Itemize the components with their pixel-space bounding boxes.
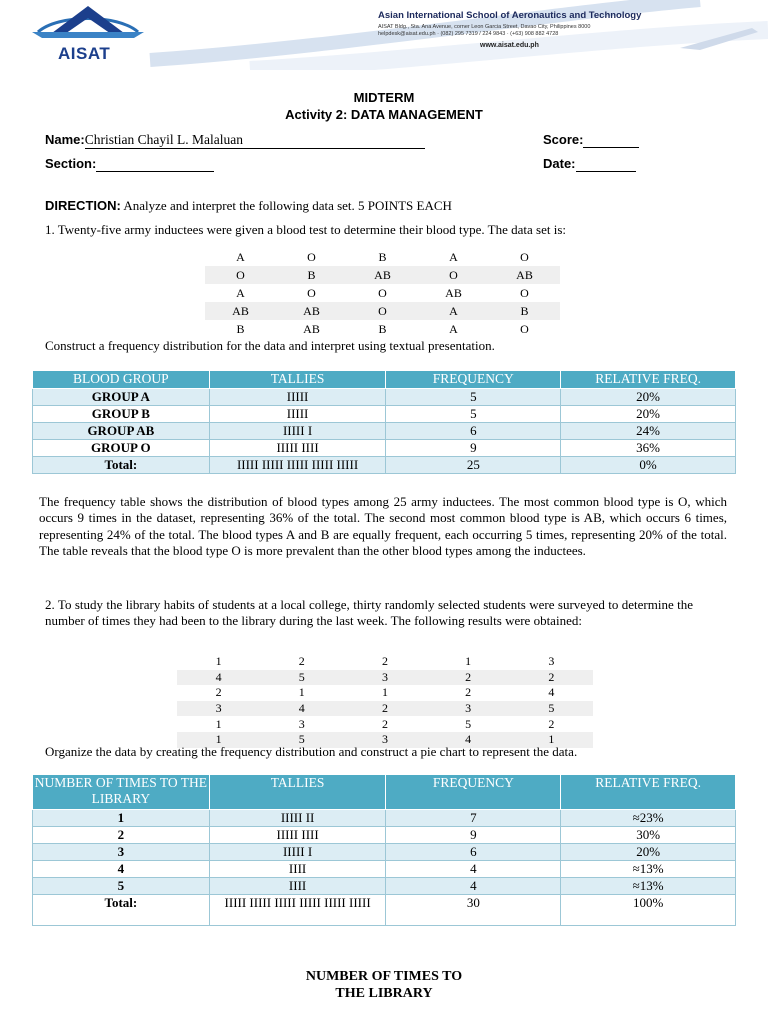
q2-data-cell: 5 [260, 732, 343, 748]
table-row [33, 878, 736, 895]
q2-data-cell: 3 [427, 701, 510, 717]
q2-data-cell: 2 [343, 701, 426, 717]
score-blank [583, 132, 639, 148]
q1-cell: GROUP O [33, 440, 210, 457]
q2-cell: 4 [386, 878, 561, 895]
section-field [45, 156, 214, 172]
q2-cell: IIIII II [209, 810, 386, 827]
direction-label: DIRECTION: [45, 198, 121, 213]
q2-header-cell: RELATIVE FREQ. [561, 775, 736, 810]
q1-data-cell: AB [205, 302, 276, 320]
q2-data-row [177, 716, 593, 732]
q1-header-cell: BLOOD GROUP [33, 371, 210, 389]
q2-cell: 6 [386, 844, 561, 861]
q1-cell: 6 [386, 423, 561, 440]
q1-prompt: 1. Twenty-five army inductees were given a blood test to determine their blood type. The data set is: [45, 222, 566, 237]
q1-cell: GROUP B [33, 406, 210, 423]
q2-data-cell: 5 [465, 716, 472, 731]
q2-cell: ≈13% [561, 878, 736, 895]
table-row [33, 440, 736, 457]
q2-cell: IIIII I [209, 844, 386, 861]
q1-data-cell: O [378, 285, 387, 300]
q2-data-cell: 1 [177, 732, 260, 748]
q2-data-cell: 3 [298, 716, 305, 731]
table-row [33, 389, 736, 406]
q1-data-cell: B [489, 302, 560, 320]
score-field [543, 132, 639, 148]
q2-frequency-table [32, 774, 736, 926]
table-row [33, 861, 736, 878]
q1-cell: IIIII IIIII IIIII IIIII IIIII [209, 457, 386, 474]
q1-data-cell: B [236, 321, 245, 336]
q2-cell: 3 [33, 844, 210, 861]
q2-data-cell: 1 [215, 654, 222, 669]
q2-data-cell: 3 [177, 701, 260, 717]
q2-data-row [177, 685, 593, 701]
q2-cell: 4 [33, 861, 210, 878]
q2-data-cell: 4 [177, 670, 260, 686]
address-line-2: helpdesk@aisat.edu.ph · (082) 295 7319 / 224 9843 · (+63) 908 882 4728 [378, 31, 559, 37]
q1-cell: 25 [386, 457, 561, 474]
q2-data-cell: 4 [260, 701, 343, 717]
q2-cell: 1 [33, 810, 210, 827]
table-row [33, 895, 736, 926]
q2-data-row [177, 654, 593, 670]
q2-cell: IIII [209, 878, 386, 895]
q1-data-cell: A [449, 249, 458, 264]
q2-cell: ≈13% [561, 861, 736, 878]
q1-data-cell: A [236, 285, 245, 300]
q1-data-cell: AB [445, 285, 462, 300]
q1-data-cell: AB [276, 302, 347, 320]
name-value: Christian Chayil L. Malaluan [85, 132, 425, 149]
q2-data-cell: 2 [510, 670, 593, 686]
table-row [33, 810, 736, 827]
section-label: Section: [45, 156, 97, 171]
direction-text: Analyze and interpret the following data set. 5 POINTS EACH [123, 198, 452, 213]
q1-cell: IIIII [209, 389, 386, 406]
address-line-1: AISAT Bldg., Sta. Ana Avenue, corner Leon Garcia Street, Davao City, Philippines 8000 [378, 24, 591, 30]
q2-data-cell: 1 [510, 732, 593, 748]
date-field [543, 156, 636, 172]
q2-cell: 4 [386, 861, 561, 878]
q1-data-cell: A [418, 302, 489, 320]
q1-header-cell: FREQUENCY [386, 371, 561, 389]
school-address [378, 24, 658, 38]
q1-instruction: Construct a frequency distribution for the data and interpret using textual presentation. [45, 338, 495, 353]
q1-data-cell: AB [489, 266, 560, 284]
q2-cell: 2 [33, 827, 210, 844]
q1-cell: 20% [561, 389, 736, 406]
q1-data-cell: AB [347, 266, 418, 284]
table-row [33, 406, 736, 423]
q2-cell: IIIII IIII [209, 827, 386, 844]
q1-data-cell: B [378, 321, 387, 336]
q2-data-cell: 5 [260, 670, 343, 686]
q2-data-cell: 3 [343, 670, 426, 686]
q2-data-cell: 2 [215, 685, 222, 700]
q2-cell: 30% [561, 827, 736, 844]
q2-cell: Total: [33, 895, 210, 926]
q1-data-cell: B [276, 266, 347, 284]
q1-data-cell: O [520, 285, 529, 300]
page-title-activity: Activity 2: DATA MANAGEMENT [285, 107, 483, 122]
q1-cell: 24% [561, 423, 736, 440]
q2-data-cell: 4 [427, 732, 510, 748]
q1-data-cell: O [307, 249, 316, 264]
logo-text: AISAT [58, 44, 111, 63]
letterhead [0, 0, 768, 70]
score-label: Score: [543, 132, 584, 147]
q2-data-cell: 2 [381, 654, 388, 669]
q2-header-cell: NUMBER OF TIMES TO THE LIBRARY [33, 775, 210, 810]
q2-data-cell: 1 [215, 716, 222, 731]
q2-prompt: 2. To study the library habits of students at a local college, thirty randomly selected students were surveyed to determine the number of times they had been to the library during the last week. The following results were obtained: [45, 597, 693, 629]
q1-data-cell: O [307, 285, 316, 300]
q2-cell: 20% [561, 844, 736, 861]
page-title-midterm: MIDTERM [353, 90, 415, 105]
direction [45, 198, 452, 214]
q1-cell: 9 [386, 440, 561, 457]
q1-header-cell: RELATIVE FREQ. [561, 371, 736, 389]
section-blank [96, 156, 214, 172]
q1-data-cell: B [378, 249, 387, 264]
q2-cell: 7 [386, 810, 561, 827]
q2-data-row [177, 701, 593, 717]
table-row [33, 827, 736, 844]
q2-data-cell: 1 [465, 654, 472, 669]
q1-data-row [205, 302, 560, 320]
q1-cell: GROUP A [33, 389, 210, 406]
q2-data-table [177, 654, 593, 748]
q2-cell: IIIII IIIII IIIII IIIII IIIII IIIII [209, 895, 386, 926]
q2-data-cell: 1 [381, 685, 388, 700]
q1-cell: IIIII [209, 406, 386, 423]
q1-data-cell: O [418, 266, 489, 284]
table-row [33, 457, 736, 474]
q1-cell: GROUP AB [33, 423, 210, 440]
table-row [33, 844, 736, 861]
q1-interpretation: The frequency table shows the distribution of blood types among 25 army inductees. The most common blood type is O, which occurs 9 times in the dataset, representing 36% of the total. The second most common blood type is AB, which occurs 6 times, representing 24% of the total. The blood types A and B are equally frequent, each occurring 5 times, representing 20% of the total. The table reveals that the blood type O is more prevalent than the other blood types among the inductees. [39, 494, 727, 559]
q1-cell: 20% [561, 406, 736, 423]
q1-cell: IIIII IIII [209, 440, 386, 457]
q2-data-cell: 2 [298, 654, 305, 669]
q1-data-row [205, 284, 560, 302]
q1-data-table [205, 248, 560, 338]
name-label: Name: [45, 132, 85, 147]
q2-data-cell: 2 [548, 716, 555, 731]
q2-data-cell: 2 [427, 670, 510, 686]
q1-data-cell: O [205, 266, 276, 284]
q2-data-cell: 2 [465, 685, 472, 700]
q1-cell: 5 [386, 389, 561, 406]
q2-cell: 5 [33, 878, 210, 895]
q1-data-cell: O [520, 321, 529, 336]
q1-data-cell: O [347, 302, 418, 320]
q1-data-row [205, 320, 560, 338]
q1-cell: 5 [386, 406, 561, 423]
q2-cell: 9 [386, 827, 561, 844]
school-name: Asian International School of Aeronautics and Technology [378, 10, 642, 21]
school-website: www.aisat.edu.ph [480, 42, 539, 49]
q1-cell: 36% [561, 440, 736, 457]
q2-data-cell: 3 [343, 732, 426, 748]
q1-data-cell: O [520, 249, 529, 264]
q1-data-cell: AB [303, 321, 320, 336]
q2-data-cell: 5 [510, 701, 593, 717]
q2-data-row [177, 670, 593, 686]
q1-data-cell: A [449, 321, 458, 336]
q1-data-row [205, 266, 560, 284]
q2-data-cell: 4 [548, 685, 555, 700]
q1-cell: Total: [33, 457, 210, 474]
date-blank [576, 156, 636, 172]
q2-header-cell: FREQUENCY [386, 775, 561, 810]
q2-data-cell: 1 [298, 685, 305, 700]
q2-instruction: Organize the data by creating the frequency distribution and construct a pie chart to represent the data. [45, 744, 578, 759]
table-row [33, 423, 736, 440]
q2-data-cell: 2 [381, 716, 388, 731]
q2-cell: ≈23% [561, 810, 736, 827]
q1-header-cell: TALLIES [209, 371, 386, 389]
q2-header-cell: TALLIES [209, 775, 386, 810]
name-field [45, 132, 425, 149]
q1-data-row [205, 248, 560, 266]
q1-data-cell: A [236, 249, 245, 264]
q2-chart-title: NUMBER OF TIMES TO THE LIBRARY [305, 969, 463, 1001]
q2-cell: IIII [209, 861, 386, 878]
q2-data-cell: 3 [548, 654, 555, 669]
q2-cell: 30 [386, 895, 561, 926]
q1-cell: IIIII I [209, 423, 386, 440]
q1-frequency-table [32, 370, 736, 474]
date-label: Date: [543, 156, 576, 171]
q2-cell: 100% [561, 895, 736, 926]
q1-cell: 0% [561, 457, 736, 474]
